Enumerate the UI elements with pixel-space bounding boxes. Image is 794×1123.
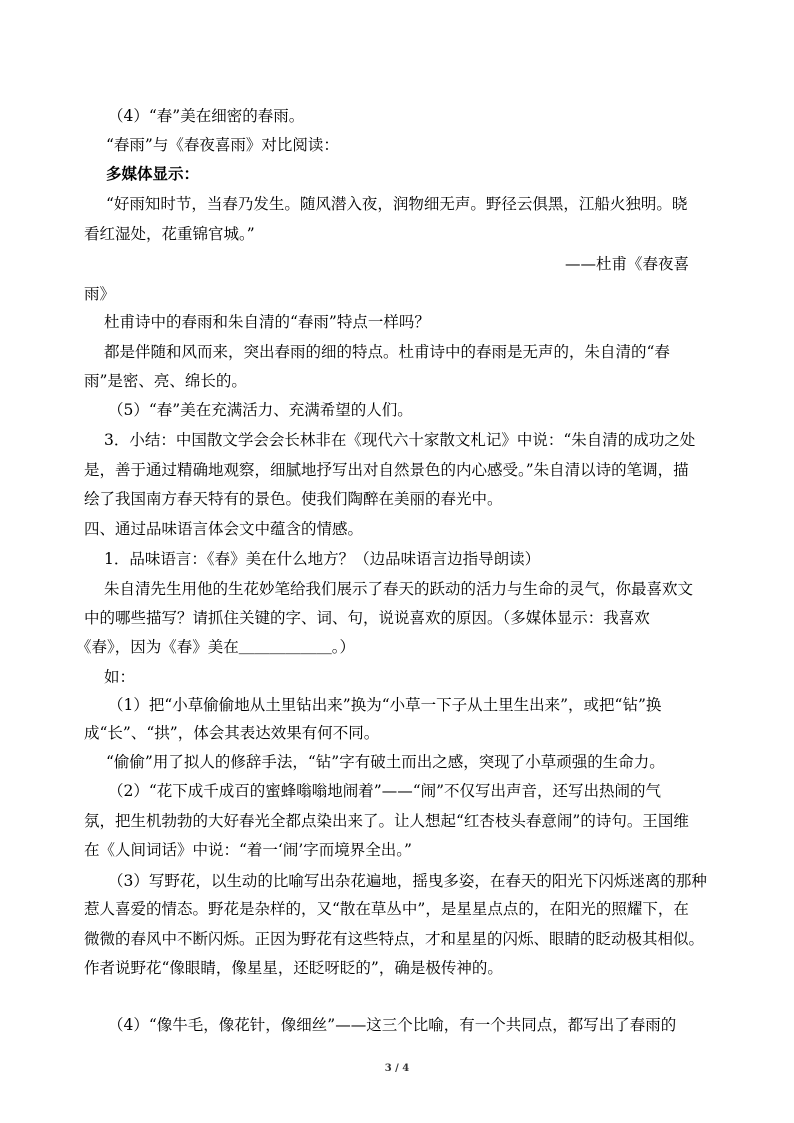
attribution-line: [0, 253, 794, 275]
line-text: 中的哪些描写？请抓住关键的字、词、句，说说喜欢的原因。（多媒体显示：我喜欢: [84, 609, 650, 627]
line-text: （2）“花下成千成百的蜜蜂嗡嗡地闹着”——“闹”不仅写出声音，还写出热闹的气: [108, 782, 662, 800]
text-line: [0, 341, 794, 363]
text-line: [0, 134, 794, 156]
line-text: 惹人喜爱的情态。野花是杂样的，又“散在草丛中”，是星星点点的，在阳光的照耀下，在: [84, 900, 689, 918]
text-line: [0, 666, 794, 688]
text-line: [0, 839, 794, 861]
line-text: 四、通过品味语言体会文中蕴含的情感。: [84, 520, 364, 538]
line-text: （4）“春”美在细密的春雨。: [108, 107, 305, 125]
text-line: [0, 105, 794, 127]
line-text: 3．小结：中国散文学会会长林非在《现代六十家散文札记》中说：“朱自清的成功之处: [104, 431, 696, 449]
text-line: [0, 957, 794, 979]
line-text: 雨》: [84, 285, 116, 303]
line-text: 朱自清先生用他的生花妙笔给我们展示了春天的跃动的活力与生命的灵气，你最喜欢文: [104, 580, 694, 598]
text-line: [0, 607, 794, 629]
section-heading: [0, 518, 794, 540]
line-text: 作者说野花“像眼睛，像星星，还眨呀眨的”，确是极传神的。: [84, 959, 503, 977]
text-line: [0, 722, 794, 744]
line-text: 多媒体显示：: [106, 164, 200, 183]
text-line: [0, 694, 794, 716]
page-number: 3 / 4: [384, 1063, 410, 1074]
line-text: 《春》，因为《春》美在＿＿＿＿＿＿。）: [76, 638, 356, 656]
line-text: “春雨”与《春夜喜雨》对比阅读：: [106, 136, 339, 154]
line-text: 雨”是密、亮、绵长的。: [84, 372, 247, 390]
text-line: [0, 223, 794, 245]
line-text: 是，善于通过精确地观察，细腻地抒写出对自然景色的内心感受。”朱自清以诗的笔调，描: [84, 461, 689, 479]
line-text: 成“长”、“拱”，体会其表达效果有何不同。: [84, 724, 380, 742]
text-line: [0, 459, 794, 481]
line-text: （4）“像牛毛，像花针，像细丝”——这三个比喻，有一个共同点，都写出了春雨的: [108, 1016, 677, 1034]
line-text: （1）把“小草偷偷地从土里钻出来”换为“小草一下子从土里生出来”，或把“钻”换: [108, 696, 662, 714]
text-line: [0, 870, 794, 892]
text-line: [0, 636, 794, 658]
line-text: 绘了我国南方春天特有的景色。使我们陶醉在美丽的春光中。: [84, 490, 503, 508]
line-text: 杜甫诗中的春雨和朱自清的“春雨”特点一样吗？: [104, 313, 430, 331]
text-line: [0, 429, 794, 451]
multimedia-heading: [0, 163, 794, 185]
line-text: 都是伴随和风而来，突出春雨的细的特点。杜甫诗中的春雨是无声的，朱自清的“春: [104, 343, 670, 361]
text-line: [0, 898, 794, 920]
line-text: ——杜甫《春夜喜: [565, 255, 690, 273]
text-line: [0, 548, 794, 570]
line-text: 看红湿处，花重锦官城。”: [84, 225, 255, 243]
line-text: 如：: [104, 668, 136, 686]
text-line: [0, 370, 794, 392]
line-text: “偷偷”用了拟人的修辞手法，“钻”字有破土而出之感，突现了小草顽强的生命力。: [106, 753, 665, 771]
text-line: [0, 780, 794, 802]
text-line: [0, 283, 794, 305]
text-line: [0, 928, 794, 950]
line-text: 氛，把生机勃勃的大好春光全都点染出来了。让人想起“红杏枝头春意闹”的诗句。王国维: [84, 812, 689, 830]
text-line: [0, 1014, 794, 1036]
text-line: [0, 810, 794, 832]
text-line: [0, 488, 794, 510]
line-text: 在《人间词话》中说：“着一‘闹’字而境界全出。”: [84, 841, 412, 859]
line-text: 1．品味语言：《春》美在什么地方？（边品味语言边指导朗读）: [104, 550, 541, 568]
line-text: 微微的春风中不断闪烁。正因为野花有这些特点，才和星星的闪烁、眼睛的眨动极其相似。: [84, 930, 705, 948]
text-line: [0, 578, 794, 600]
text-line: [0, 399, 794, 421]
line-text: （5）“春”美在充满活力、充满希望的人们。: [108, 401, 413, 419]
text-line: [0, 311, 794, 333]
line-text: （3）写野花，以生动的比喻写出杂花遍地，摇曳多姿，在春天的阳光下闪烁迷离的那种: [108, 872, 707, 890]
text-line: [0, 751, 794, 773]
text-line: [0, 193, 794, 215]
line-text: “好雨知时节，当春乃发生。随风潜入夜，润物细无声。野径云俱黑，江船火独明。晓: [106, 195, 688, 213]
